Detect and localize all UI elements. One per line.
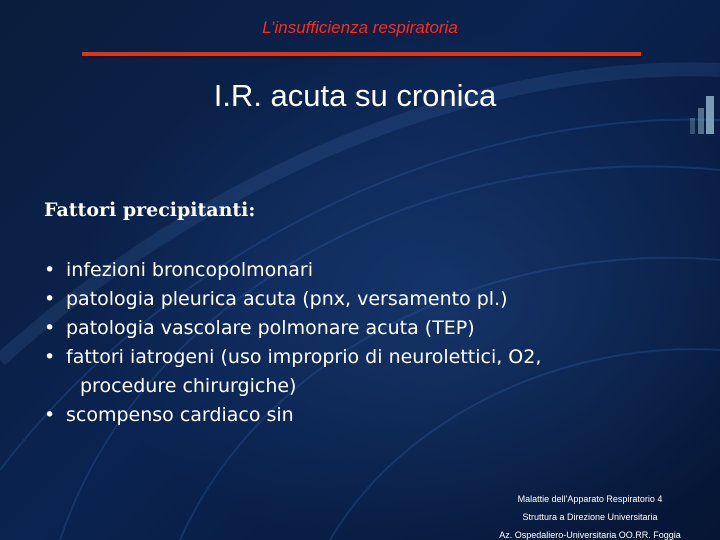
slide-title: I.R. acuta su cronica <box>213 78 497 113</box>
footer-line-hospital: Az. Ospedaliero-Universitaria OO.RR. Foggia <box>499 530 681 540</box>
bullet-list <box>44 256 694 430</box>
subheading: Fattori precipitanti: <box>44 199 256 221</box>
bullet-text: patologia vascolare polmonare acuta (TEP) <box>66 317 475 339</box>
bullet-text: infezioni broncopolmonari <box>66 259 313 281</box>
bullet-item <box>44 256 694 285</box>
bullet-item <box>44 401 694 430</box>
bullet-text: scompenso cardiaco sin <box>66 404 294 426</box>
bullet-item <box>44 343 694 401</box>
footer-credits <box>470 490 710 540</box>
bullet-item <box>44 285 694 314</box>
header-rule <box>82 52 641 56</box>
bullet-continuation: procedure chirurgiche) <box>80 375 297 397</box>
bullet-text: fattori iatrogeni (uso improprio di neurolettici, O2, <box>66 346 542 368</box>
bullet-text: patologia pleurica acuta (pnx, versamento pl.) <box>66 288 508 310</box>
bullet-item <box>44 314 694 343</box>
bullet-dot: • <box>44 288 56 310</box>
footer-line-department: Malattie dell'Apparato Respiratorio 4 <box>517 494 663 504</box>
deco-block <box>690 118 695 134</box>
bullet-dot: • <box>44 317 56 339</box>
footer-line-structure: Struttura a Direzione Universitaria <box>522 512 658 522</box>
bullet-dot: • <box>44 259 56 281</box>
bullet-dot: • <box>44 346 56 368</box>
bullet-dot: • <box>44 404 56 426</box>
slide-header: L’insufficienza respiratoria <box>262 18 458 37</box>
